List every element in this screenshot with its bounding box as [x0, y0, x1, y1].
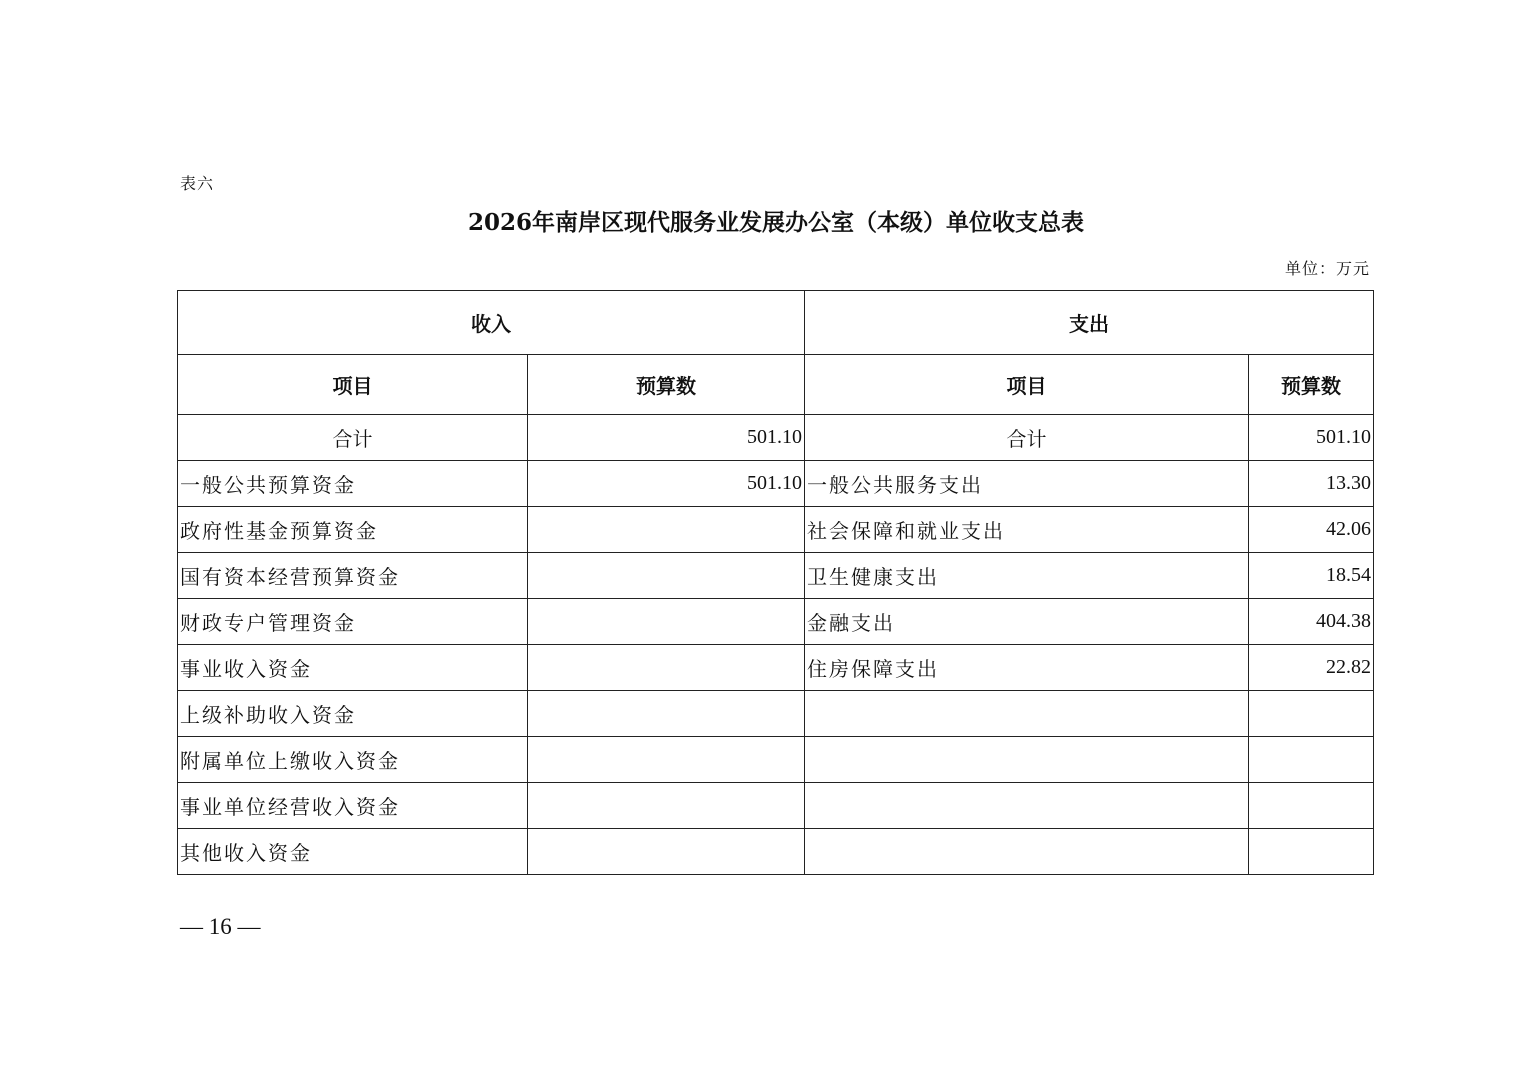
unit-label: 单位：万元 — [1284, 259, 1370, 278]
document-title: 2026年南岸区现代服务业发展办公室（本级）单位收支总表 — [467, 209, 1084, 236]
income-item: 一般公共预算资金 — [178, 461, 528, 507]
income-amount — [528, 783, 805, 829]
income-amount — [528, 507, 805, 553]
expense-amount — [1249, 737, 1374, 783]
expense-item: 一般公共服务支出 — [805, 461, 1249, 507]
expense-amount — [1249, 783, 1374, 829]
income-item: 政府性基金预算资金 — [178, 507, 528, 553]
table-row — [178, 691, 1374, 737]
income-item: 事业收入资金 — [178, 645, 528, 691]
expense-amount: 404.38 — [1249, 599, 1374, 645]
expense-item-header: 项目 — [805, 355, 1249, 415]
table-row — [178, 461, 1374, 507]
income-total-label: 合计 — [178, 415, 528, 461]
expense-item: 金融支出 — [805, 599, 1249, 645]
income-item: 上级补助收入资金 — [178, 691, 528, 737]
income-amount — [528, 691, 805, 737]
table-row — [178, 553, 1374, 599]
expense-item: 卫生健康支出 — [805, 553, 1249, 599]
page-number: — 16 — — [180, 914, 261, 939]
income-amount — [528, 829, 805, 875]
expense-item: 社会保障和就业支出 — [805, 507, 1249, 553]
table-row — [178, 599, 1374, 645]
table-row — [178, 829, 1374, 875]
expense-item — [805, 783, 1249, 829]
income-amount — [528, 599, 805, 645]
expense-amount: 42.06 — [1249, 507, 1374, 553]
table-row — [178, 645, 1374, 691]
expense-amount — [1249, 829, 1374, 875]
expense-item — [805, 691, 1249, 737]
expense-item — [805, 829, 1249, 875]
expense-amount — [1249, 691, 1374, 737]
table-row — [178, 507, 1374, 553]
income-item: 其他收入资金 — [178, 829, 528, 875]
income-amount — [528, 737, 805, 783]
group-header-row — [178, 291, 1374, 355]
income-amount: 501.10 — [528, 461, 805, 507]
income-total-amount: 501.10 — [528, 415, 805, 461]
income-item: 财政专户管理资金 — [178, 599, 528, 645]
income-item: 事业单位经营收入资金 — [178, 783, 528, 829]
column-header-row — [178, 355, 1374, 415]
income-expenditure-table — [177, 290, 1374, 875]
expenditure-group-header: 支出 — [805, 291, 1374, 355]
income-amount — [528, 645, 805, 691]
expense-amount: 22.82 — [1249, 645, 1374, 691]
expense-item: 住房保障支出 — [805, 645, 1249, 691]
income-group-header: 收入 — [178, 291, 805, 355]
table-row — [178, 737, 1374, 783]
total-row — [178, 415, 1374, 461]
income-item: 附属单位上缴收入资金 — [178, 737, 528, 783]
income-amount — [528, 553, 805, 599]
expense-total-label: 合计 — [805, 415, 1249, 461]
income-amount-header: 预算数 — [528, 355, 805, 415]
income-item-header: 项目 — [178, 355, 528, 415]
expense-amount: 13.30 — [1249, 461, 1374, 507]
table-row — [178, 783, 1374, 829]
income-item: 国有资本经营预算资金 — [178, 553, 528, 599]
expense-item — [805, 737, 1249, 783]
table-label: 表六 — [180, 174, 215, 193]
expense-total-amount: 501.10 — [1249, 415, 1374, 461]
expense-amount-header: 预算数 — [1249, 355, 1374, 415]
expense-amount: 18.54 — [1249, 553, 1374, 599]
